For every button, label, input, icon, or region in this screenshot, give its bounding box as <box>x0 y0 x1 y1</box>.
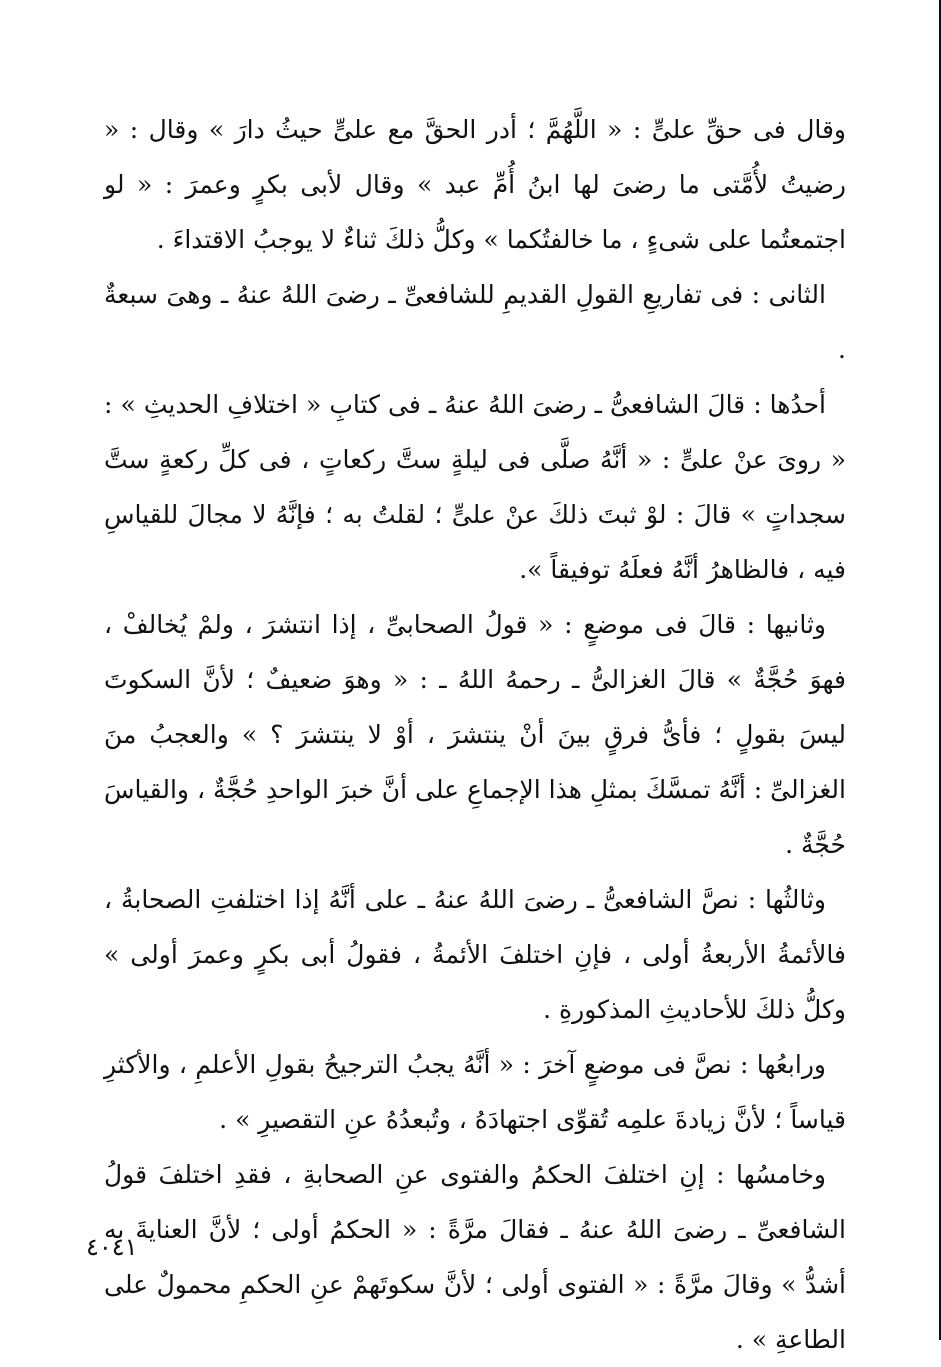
paragraph-4: وثانيها : قالَ فى موضعٍ : « قولُ الصحابىِّ ، إذا انتشرَ ، ولمْ يُخالفْ ، فهوَ حُجَّةٌ » قالَ الغزالىُّ ـ رحمهُ اللهُ ـ : « وهوَ ضعيفٌ ؛ لأنَّ السكوتَ ليسَ بقولٍ ؛ فأىُّ فرقٍ بينَ أنْ ينتشرَ ، أوْ لا ينتشرَ ؟ » والعجبُ منَ الغزالىِّ : أنَّهُ تمسَّكَ بمثلِ هذا الإجماعِ على أنَّ خبرَ الواحدِ حُجَّةٌ ، والقياسَ حُجَّةٌ . <box>104 610 846 859</box>
paragraph-3: أحدُها : قالَ الشافعىُّ ـ رضىَ اللهُ عنهُ ـ فى كتابِ « اختلافِ الحديثِ » : « روىَ عنْ علىٍّ : « أنَّهُ صلَّى فى ليلةٍ ستَّ ركعاتٍ ، فى كلِّ ركعةٍ ستَّ سجداتٍ » قالَ : لوْ ثبتَ ذلكَ عنْ علىٍّ ؛ لقلتُ به ؛ فإنَّهُ لا مجالَ للقياسِ فيه ، فالظاهرُ أنَّهُ فعلَهُ توفيقاً ». <box>104 390 846 584</box>
body-text <box>104 102 846 1367</box>
paragraph-7: وخامسُها : إنِ اختلفَ الحكمُ والفتوى عنِ الصحابةِ ، فقدِ اختلفَ قولُ الشافعىِّ ـ رضىَ اللهُ عنهُ ـ فقالَ مرَّةً : « الحكمُ أولى ؛ لأنَّ العنايةَ به أشدُّ » وقالَ مرَّةً : « الفتوى أولى ؛ لأنَّ سكوتَهمْ عنِ الحكمِ محمولٌ على الطاعةِ » . <box>104 1160 846 1354</box>
paragraph-2: الثانى : فى تفاريعِ القولِ القديمِ للشافعىِّ ـ رضىَ اللهُ عنهُ ـ وهىَ سبعةٌ . <box>104 280 846 364</box>
page-number: ٤٠٤١ <box>86 1233 138 1261</box>
paragraph-1: وقال فى حقِّ علىٍّ : « اللَّهُمَّ ؛ أدر الحقَّ مع علىٍّ حيثُ دارَ » وقال : « رضيتُ لأُمَّتى ما رضىَ لها ابنُ أُمِّ عبد » وقال لأبى بكرٍ وعمرَ : « لو اجتمعتُما على شىءٍ ، ما خالفتُكما » وكلُّ ذلكَ ثناءٌ لا يوجبُ الاقتداءَ . <box>104 115 846 254</box>
paragraph-5: وثالثُها : نصَّ الشافعىُّ ـ رضىَ اللهُ عنهُ ـ على أنَّهُ إذا اختلفتِ الصحابةُ ، فالأئمةُ الأربعةُ أولى ، فإنِ اختلفَ الأئمةُ ، فقولُ أبى بكرٍ وعمرَ أولى » وكلُّ ذلكَ للأحاديثِ المذكورةِ . <box>104 885 846 1024</box>
paragraph-6: ورابعُها : نصَّ فى موضعٍ آخرَ : « أنَّهُ يجبُ الترجيحُ بقولِ الأعلمِ ، والأكثرِ قياساً ؛ لأنَّ زيادةَ علمِه تُقوِّى اجتهادَهُ ، وتُبعدُهُ عنِ التقصيرِ » . <box>104 1050 846 1134</box>
